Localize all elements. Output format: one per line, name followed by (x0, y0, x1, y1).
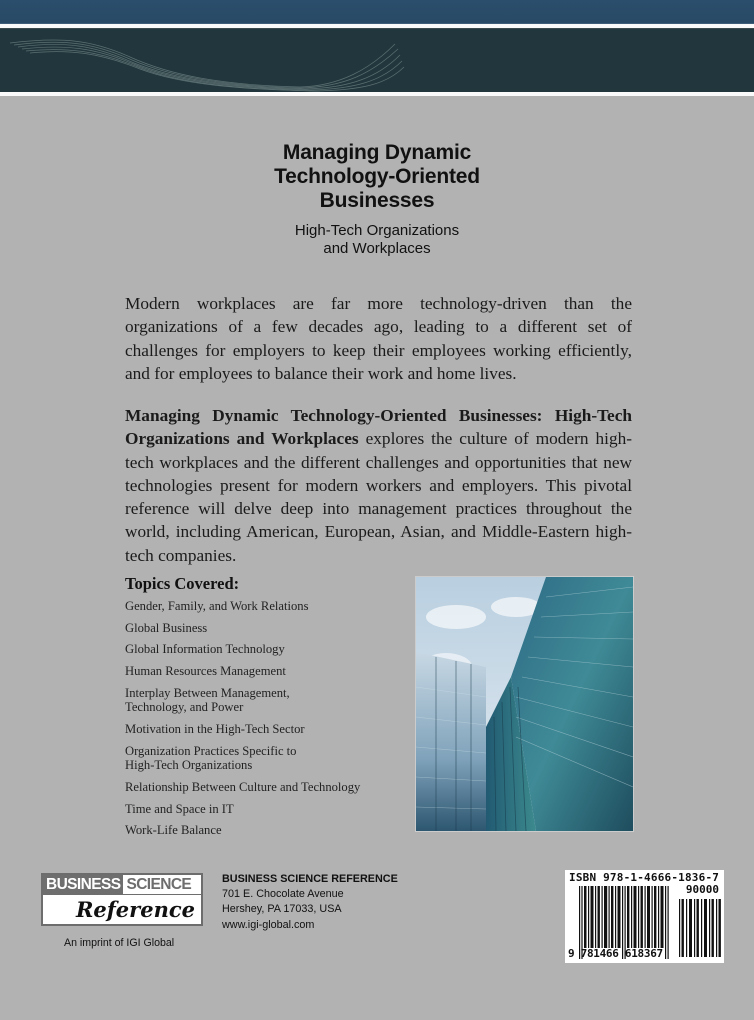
title-line: Technology-Oriented (274, 165, 480, 188)
book-subtitle (160, 222, 594, 258)
isbn-barcode (565, 870, 724, 963)
publisher-name: BUSINESS SCIENCE REFERENCE (222, 873, 398, 885)
imprint-text: An imprint of IGI Global (64, 937, 175, 949)
addon-barcode-bars-icon (679, 899, 721, 957)
title-line: Managing Dynamic (282, 141, 472, 164)
topics-heading: Topics Covered: (125, 574, 240, 593)
cover-photo-skyscrapers (415, 576, 634, 832)
header-divider-bottom (0, 92, 754, 96)
wave-lines-icon (0, 29, 754, 92)
topic-item: Time and Space in IT (125, 801, 234, 816)
topic-item: Motivation in the High-Tech Sector (125, 721, 305, 736)
header-wave-band (0, 28, 754, 93)
isbn-text: ISBN 978-1-4666-1836-7 (569, 871, 720, 884)
logo-word-reference: Reference (75, 897, 195, 922)
topic-item: Human Resources Management (125, 664, 286, 679)
description-body: explores the culture of modern high-tech workplaces and the different challenges and opportunities that new technologies present for modern workers and employers. This pivotal reference will delve deep into management practices throughout the world, including American, European, Asian, and Middle-Eastern high-tech companies. (125, 429, 632, 565)
publisher-street: 701 E. Chocolate Avenue (222, 888, 344, 901)
title-line: Businesses (319, 189, 435, 212)
subtitle-line: and Workplaces (323, 240, 431, 257)
topic-item: Organization Practices Specific to High-Tech Organizations (125, 743, 297, 773)
topic-item: Gender, Family, and Work Relations (125, 599, 309, 613)
logo-word-science: SCIENCE (123, 875, 201, 895)
topics-list (125, 599, 405, 845)
description-paragraph-2 (125, 404, 632, 567)
topic-item: Relationship Between Culture and Technology (125, 779, 361, 794)
skyscraper-image-icon (416, 577, 633, 831)
topic-item: Interplay Between Management, Technology, and Power (125, 685, 290, 715)
business-science-reference-logo (41, 873, 203, 926)
publisher-address (222, 872, 398, 933)
subtitle-line: High-Tech Organizations (294, 222, 460, 239)
logo-word-business: BUSINESS (43, 875, 123, 895)
topic-item: Global Information Technology (125, 642, 285, 657)
book-title (160, 141, 594, 213)
publisher-website: www.igi-global.com (222, 918, 315, 931)
price-code: 90000 (685, 883, 719, 896)
topic-item: Work-Life Balance (125, 823, 222, 838)
publisher-city: Hershey, PA 17033, USA (222, 903, 342, 916)
description-paragraph-1: Modern workplaces are far more technology-driven than the organizations of a few decades ago, leading to a different set of challenges for employers to keep their employees working efficiently, and for employees to balance their work and home lives. (125, 294, 632, 383)
header-top-band (0, 0, 754, 24)
topic-item: Global Business (125, 620, 208, 635)
ean-number: 9 781466 618367 (568, 947, 663, 960)
description-book-title: Managing Dynamic Technology-Oriented Businesses: High-Tech Organizations and Workplaces (125, 406, 632, 449)
